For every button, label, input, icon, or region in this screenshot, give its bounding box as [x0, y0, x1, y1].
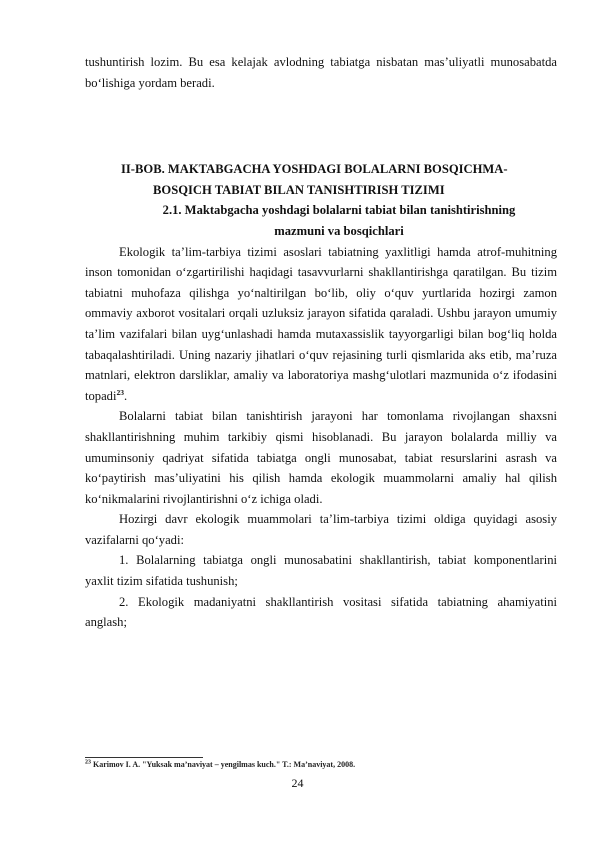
- list-item: [85, 550, 557, 591]
- chapter-heading: [85, 159, 557, 200]
- footnote-text: Karimov I. A. "Yuksak ma’naviyat – yengilmas kuch." T.: Ma’naviyat, 2008.: [91, 760, 356, 769]
- chapter-heading-line1: II-BOB. MAKTABGACHA YOSHDAGI BOLALARNI BOSQICHMA-: [121, 162, 508, 177]
- section-heading: [85, 200, 557, 241]
- footnote-reference[interactable]: 23: [116, 387, 124, 397]
- spacer: [85, 93, 557, 159]
- list-item-text: Ekologik madaniyatni shakllantirish vositasi sifatida tabiatning ahamiyatini anglash;: [85, 594, 557, 630]
- paragraph-1: [85, 242, 557, 407]
- list-item-number: 2.: [119, 594, 129, 609]
- paragraph-3: Hozirgi davr ekologik muammolari ta’lim-tarbiya tizimi oldiga quyidagi asosiy vazifalarni qo‘yadi:: [85, 512, 557, 547]
- page-number: 24: [291, 776, 304, 790]
- chapter-heading-line2: BOSQICH TABIAT BILAN TANISHTIRISH TIZIMI: [153, 182, 445, 197]
- section-heading-line2: mazmuni va bosqichlari: [274, 223, 404, 238]
- page-body: [85, 52, 557, 633]
- footnote-divider: [85, 757, 203, 758]
- section-heading-line1: 2.1. Maktabgacha yoshdagi bolalarni tabiat bilan tanishtirishning: [162, 203, 516, 218]
- paragraph-1-end: .: [123, 388, 128, 403]
- list-item: [85, 592, 557, 633]
- paragraph-1-text: Ekologik ta’lim-tarbiya tizimi asoslari tabiatning yaxlitligi hamda atrof-muhitning inson tomonidan o‘zgartirilishi haqidagi tasavvurlarni shakllantirishga qaratilgan. Bu tizim tabiatni muhofaza qilishga yo‘naltirilgan bo‘lib, oliy o‘quv yurtlarida hozirgi zamon ommaviy axborot vositalari orqali uzluksiz jarayon sifatida qaraladi. Ushbu jarayon umumiy ta’lim vazifalari bilan uyg‘unlashadi hamda mutaxassislik tayyorgarligi bilan bog‘liq holda tabaqalashtiriladi. Uning nazariy jihatlari o‘quv rejasining turli qismlarida aks etib, ma’ruza matnlari, elektron darsliklar, amaliy va laboratoriya mashg‘ulotlari mazmunida o‘z ifodasini topadi: [85, 244, 557, 403]
- footnote: [85, 760, 557, 770]
- intro-paragraph: tushuntirish lozim. Bu esa kelajak avlodning tabiatga nisbatan mas’uliyatli munosabatda bo‘lishiga yordam beradi.: [85, 55, 557, 90]
- paragraph-2: Bolalarni tabiat bilan tanishtirish jarayoni har tomonlama rivojlangan shaxsni shakllantirishning muhim tarkibiy qismi hisoblanadi. Bu jarayon bolalarda milliy va umuminsoniy qadriyat sifatida tabiatga ongli munosabat, tabiat resurslarini asrash va ko‘paytirish mas’uliyatini his qilish hamda ekologik muammolarni amaliy hal qilish ko‘nikmalarini rivojlantirishni o‘z ichiga oladi.: [85, 409, 557, 506]
- list-item-text: Bolalarning tabiatga ongli munosabatini shakllantirish, tabiat komponentlarini yaxlit tizim sifatida tushunish;: [85, 553, 557, 589]
- footnote-number: 23: [85, 759, 91, 766]
- list-item-number: 1.: [119, 553, 129, 568]
